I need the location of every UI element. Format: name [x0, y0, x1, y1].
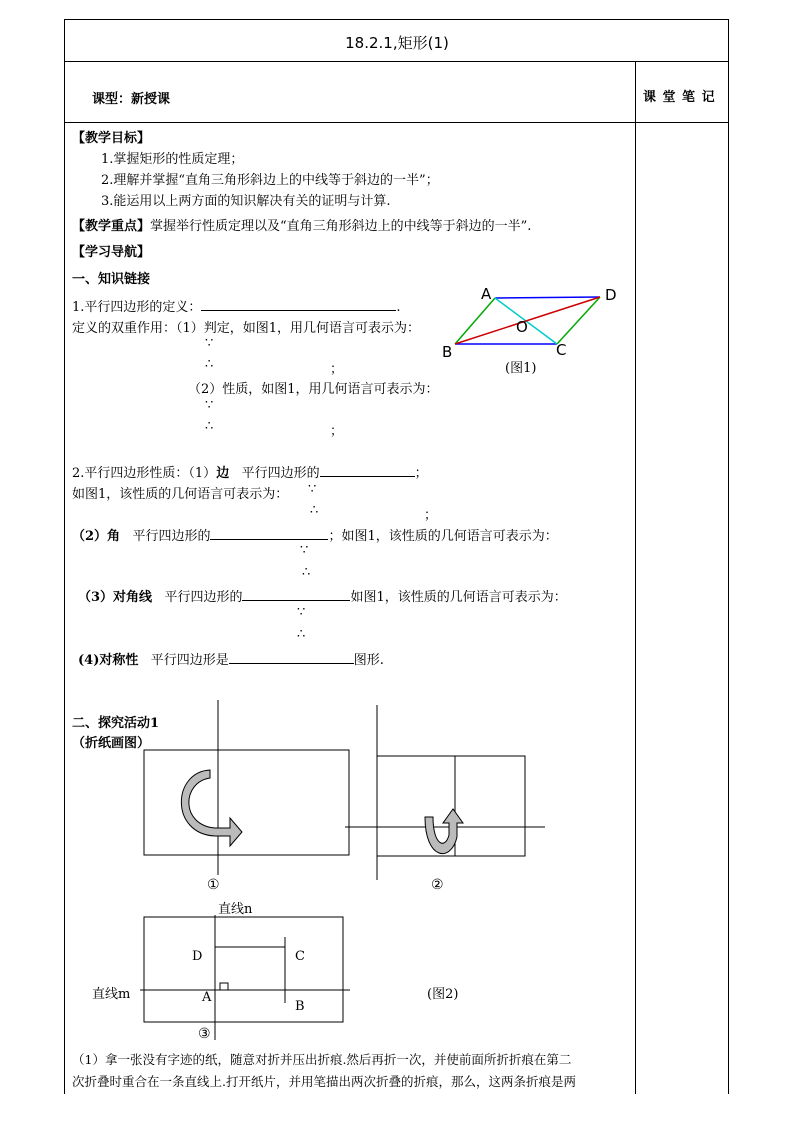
semicolon-3: ；: [424, 508, 438, 523]
angle-tail: ；如图1，该性质的几何语言可表示为：: [328, 529, 558, 544]
dual-role-text: 定义的双重作用：（1）判定，如图1，用几何语言可表示为：: [72, 321, 421, 336]
fig1-label-c: C: [556, 341, 567, 359]
q1-definition: [72, 296, 401, 315]
therefore-3: ∴: [310, 503, 319, 518]
table-row-divider-1: [64, 61, 729, 62]
lesson-type: 课型：新授课: [92, 92, 171, 107]
line-n-label: 直线n: [218, 902, 253, 917]
therefore-1: ∴: [205, 357, 214, 372]
sym-text: 平行四边形是: [150, 653, 229, 668]
fold-figure-2: [345, 705, 550, 885]
diag-text: 平行四边形的: [164, 590, 243, 605]
because-3: ∵: [308, 482, 317, 497]
notes-column-header: 课 堂 笔 记: [643, 90, 716, 105]
diag-label: （3）对角线: [78, 590, 153, 605]
diag-blank[interactable]: [242, 588, 350, 601]
line-m-label: 直线m: [92, 987, 131, 1002]
fig1-label-b: B: [442, 343, 453, 361]
because-4: ∵: [300, 543, 309, 558]
therefore-2: ∴: [205, 419, 214, 434]
fig1-label-o: O: [516, 318, 528, 336]
q2-angle-row: [72, 525, 558, 544]
table-column-divider: [635, 61, 636, 1094]
right-angle-mark: [220, 983, 228, 990]
fig1-label-d: D: [605, 286, 617, 304]
section2-heading: 二、探究活动1: [72, 716, 160, 731]
fold-figure-1: [140, 700, 355, 880]
rotate-arrow-icon: [181, 770, 242, 846]
semicolon-2: ；: [330, 424, 344, 439]
focus-heading: 【教学重点】: [72, 219, 151, 234]
angle-text: 平行四边形的: [132, 529, 211, 544]
q1-label: 1.平行四边形的定义：: [72, 300, 202, 315]
activity-line-2: 次折叠时重合在一条直线上.打开纸片，并用笔描出两次折叠的折痕，那么，这两条折痕是两: [72, 1074, 576, 1089]
fig2-label-b: B: [295, 999, 305, 1014]
angle-blank[interactable]: [210, 527, 328, 540]
flip-arrow-icon: [425, 809, 463, 854]
section1-heading: 一、知识链接: [72, 272, 151, 287]
q1-blank[interactable]: [201, 298, 396, 311]
q1-period: .: [396, 300, 401, 315]
table-row-divider-2: [64, 122, 729, 123]
mark-one: ①: [207, 877, 220, 893]
objectives-heading: 【教学目标】: [72, 131, 151, 146]
because-2: ∵: [205, 398, 214, 413]
q2-diag-row: [78, 586, 567, 605]
objective-item-2: 2.理解并掌握“直角三角形斜边上的中线等于斜边的一半”；: [101, 173, 439, 188]
sym-tail: 图形.: [353, 653, 384, 668]
mark-three: ③: [198, 1026, 211, 1042]
page-title: 18.2.1,矩形(1): [345, 34, 449, 52]
table-border-left: [64, 19, 65, 1094]
mark-two: ②: [431, 877, 444, 893]
focus-row: [72, 215, 531, 234]
edge-text: 平行四边形的: [241, 466, 320, 481]
fold-figure-3: [140, 915, 355, 1045]
because-1: ∵: [205, 336, 214, 351]
edge-blank[interactable]: [320, 464, 415, 477]
fig2-caption: (图2): [427, 987, 459, 1002]
edge-ad: [495, 297, 600, 298]
therefore-5: ∴: [297, 627, 306, 642]
fig1-label-a: A: [481, 285, 492, 303]
sym-blank[interactable]: [229, 651, 354, 664]
diag-tail: 如图1，该性质的几何语言可表示为：: [350, 590, 567, 605]
table-border-top: [64, 19, 729, 20]
section2-subheading: （折纸画图）: [72, 736, 151, 751]
fig2-label-a: A: [202, 990, 212, 1005]
guide-heading: 【学习导航】: [72, 245, 151, 260]
activity-line-1: （1）拿一张没有字迹的纸，随意对折并压出折痕.然后再折一次，并使前面所折折痕在第二: [72, 1052, 572, 1067]
q2-intro: 2.平行四边形性质：（1）: [72, 466, 217, 481]
fig2-label-c: C: [295, 949, 305, 964]
edge-fig-expr: 如图1，该性质的几何语言可表示为：: [72, 487, 289, 502]
angle-label: （2）角: [72, 529, 121, 544]
sym-label: (4)对称性: [78, 653, 139, 668]
because-5: ∵: [297, 605, 306, 620]
edge-semicolon: ；: [414, 466, 428, 481]
fig1-caption: (图1): [505, 361, 537, 376]
table-border-right: [728, 19, 729, 1094]
fig2-label-d: D: [192, 949, 203, 964]
therefore-4: ∴: [302, 565, 311, 580]
objective-item-3: 3.能运用以上两方面的知识解决有关的证明与计算.: [101, 194, 391, 209]
q2-sym-row: [78, 649, 384, 668]
focus-text: 掌握举行性质定理以及“直角三角形斜边上的中线等于斜边的一半”.: [150, 219, 532, 234]
property-text: （2）性质，如图1，用几何语言可表示为：: [188, 382, 439, 397]
semicolon-1: ；: [330, 362, 344, 377]
objective-item-1: 1.掌握矩形的性质定理；: [101, 152, 244, 167]
edge-label: 边: [216, 466, 230, 481]
q2-edge-row: [72, 462, 428, 481]
